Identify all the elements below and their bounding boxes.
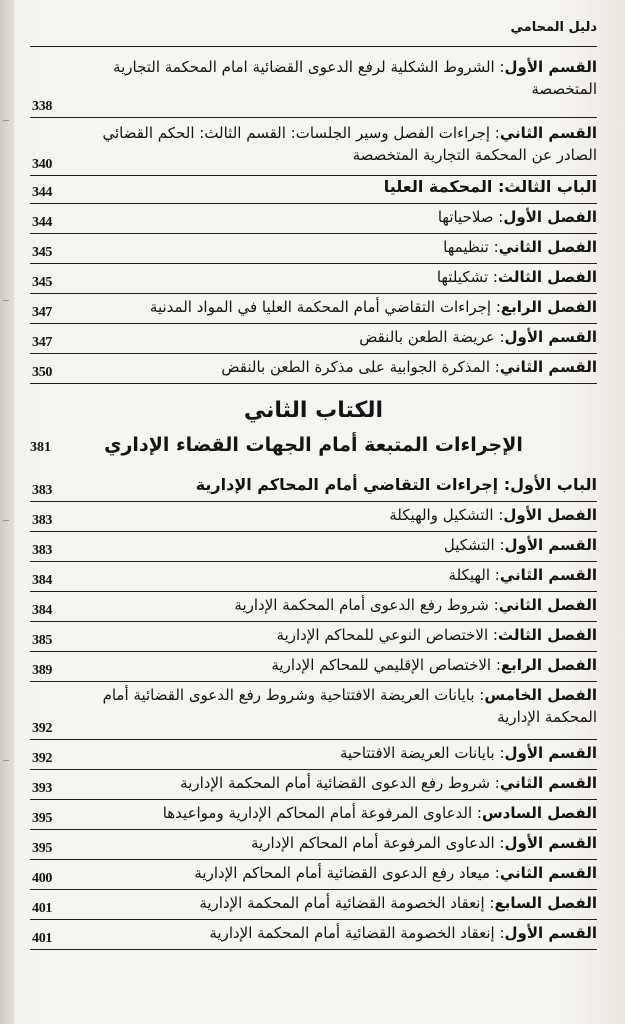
toc-page-number: 392 xyxy=(32,721,53,736)
toc-page-number: 344 xyxy=(32,215,53,230)
toc-entry-title: : إجراءات الفصل وسير الجلسات: القسم الثالث: الحكم القضائي الصادر عن المحكمة التجارية المتخصصة xyxy=(102,124,597,164)
toc-entry-title: : المذكرة الجوابية على مذكرة الطعن بالنقض xyxy=(221,358,500,376)
toc-page-number: 345 xyxy=(32,245,53,260)
toc-entry[interactable] xyxy=(30,176,597,204)
toc-entry-title: : شروط رفع الدعوى القضائية أمام المحكمة الإدارية xyxy=(180,774,500,792)
toc-entry-label: الفصل الرابع xyxy=(500,656,597,674)
toc-page-number: 383 xyxy=(32,513,53,528)
dotted-rule xyxy=(30,919,597,920)
toc-entry-label: الفصل السابع xyxy=(494,894,597,912)
toc-entry[interactable] xyxy=(30,56,597,118)
toc-entry-label: الفصل السادس xyxy=(481,804,597,822)
toc-entry[interactable] xyxy=(30,772,597,800)
dotted-rule xyxy=(30,769,597,770)
toc-entry-label: القسم الأول xyxy=(504,536,597,554)
dotted-rule xyxy=(30,203,597,204)
toc-entry-title: : إنعقاد الخصومة القضائية أمام المحكمة الإدارية xyxy=(199,894,495,912)
toc-page-number: 338 xyxy=(32,99,53,114)
toc-page-number: 381 xyxy=(30,440,51,455)
dotted-rule xyxy=(30,829,597,830)
dotted-rule xyxy=(30,949,597,950)
toc-entry[interactable] xyxy=(30,122,597,176)
toc-entry-title: : شروط رفع الدعوى أمام المحكمة الإدارية xyxy=(234,596,499,614)
toc-page-number: 345 xyxy=(32,275,53,290)
toc-entry-title: : الهيكلة xyxy=(448,566,500,584)
dotted-rule xyxy=(30,117,597,118)
toc-page-number: 395 xyxy=(32,811,53,826)
toc-entry[interactable] xyxy=(30,236,597,264)
toc-page-number: 344 xyxy=(32,185,53,200)
dotted-rule xyxy=(30,353,597,354)
toc-entry-label: الفصل الثالث xyxy=(497,268,597,286)
toc-entry-title: : الاختصاص الإقليمي للمحاكم الإدارية xyxy=(271,656,501,674)
dotted-rule xyxy=(30,889,597,890)
toc-page-number: 384 xyxy=(32,603,53,618)
toc-entry[interactable] xyxy=(30,296,597,324)
toc-page-number: 392 xyxy=(32,751,53,766)
toc-page-number: 400 xyxy=(32,871,53,886)
toc-entry-title: : تنظيمها xyxy=(443,238,499,256)
toc-page-number: 350 xyxy=(32,365,53,380)
toc-page-number: 347 xyxy=(32,305,53,320)
dotted-rule xyxy=(30,263,597,264)
toc-entry-label: الفصل الأول xyxy=(503,208,597,226)
dotted-rule xyxy=(30,591,597,592)
dotted-rule xyxy=(30,799,597,800)
toc-entry-title: : الشروط الشكلية لرفع الدعوى القضائية امام المحكمة التجارية المتخصصة xyxy=(113,58,597,98)
toc-entry[interactable] xyxy=(30,564,597,592)
dotted-rule xyxy=(30,681,597,682)
toc-entry-label: القسم الأول xyxy=(504,328,597,346)
toc-entry[interactable] xyxy=(30,504,597,532)
toc-entry[interactable] xyxy=(30,922,597,950)
toc-entry-title: : تشكيلتها xyxy=(436,268,498,286)
toc-entry-title: : بايانات العريضة الافتتاحية xyxy=(339,744,505,762)
dotted-rule xyxy=(30,323,597,324)
toc-entry-label: الباب الثالث: المحكمة العليا xyxy=(383,177,597,196)
toc-entry-label: القسم الثاني xyxy=(499,566,597,584)
toc-page-number: 384 xyxy=(32,573,53,588)
dotted-rule xyxy=(30,233,597,234)
toc-entry[interactable] xyxy=(30,862,597,890)
toc-page-number: 401 xyxy=(32,931,53,946)
toc-page-number: 401 xyxy=(32,901,53,916)
toc-entry-label: القسم الثاني xyxy=(499,358,597,376)
toc-page-number: 340 xyxy=(32,157,53,172)
toc-entry-label: الفصل الثاني xyxy=(498,596,597,614)
book-section-subtitle[interactable]: الإجراءات المتبعة أمام الجهات القضاء الإداري xyxy=(104,434,523,456)
toc-entry-title: : الاختصاص النوعي للمحاكم الإدارية xyxy=(276,626,498,644)
toc-entry[interactable] xyxy=(30,594,597,622)
toc-entry-label: الفصل الثاني xyxy=(498,238,597,256)
toc-entry-title: : عريضة الطعن بالنقض xyxy=(359,328,505,346)
toc-page-number: 347 xyxy=(32,335,53,350)
toc-entry-title: : التشكيل xyxy=(443,536,505,554)
toc-page-number: 389 xyxy=(32,663,53,678)
dotted-rule xyxy=(30,561,597,562)
toc-entry[interactable] xyxy=(30,326,597,354)
toc-entry-label: الفصل الأول xyxy=(503,506,597,524)
dotted-rule xyxy=(30,651,597,652)
toc-page-number: 385 xyxy=(32,633,53,648)
toc-entry-title: : صلاحياتها xyxy=(437,208,504,226)
toc-entry-label: القسم الثاني xyxy=(499,774,597,792)
toc-entry-label: القسم الأول xyxy=(504,744,597,762)
dotted-rule xyxy=(30,383,597,384)
dotted-rule xyxy=(30,739,597,740)
toc-entry-title: : بايانات العريضة الافتتاحية وشروط رفع الدعوى القضائية أمام المحكمة الإدارية xyxy=(102,686,597,726)
toc-entry-label: الفصل الرابع xyxy=(500,298,597,316)
toc-entry[interactable] xyxy=(30,534,597,562)
toc-entry-label: القسم الثاني xyxy=(499,864,597,882)
toc-entry[interactable] xyxy=(30,206,597,234)
toc-entry-label: الفصل الثالث xyxy=(497,626,597,644)
toc-entry-title: : الدعاوى المرفوعة أمام المحاكم الإدارية ومواعيدها xyxy=(162,804,482,822)
dotted-rule xyxy=(30,501,597,502)
toc-page-number: 383 xyxy=(32,543,53,558)
toc-entry[interactable] xyxy=(30,832,597,860)
toc-entry[interactable] xyxy=(30,356,597,384)
dotted-rule xyxy=(30,859,597,860)
running-head: دليل المحامي xyxy=(510,20,597,35)
toc-entry-label: القسم الأول xyxy=(504,834,597,852)
toc-entry[interactable] xyxy=(30,266,597,294)
toc-entry-label: الباب الأول xyxy=(510,475,597,494)
toc-page-number: 393 xyxy=(32,781,53,796)
toc-entry[interactable] xyxy=(30,742,597,770)
toc-entry-title: : الدعاوى المرفوعة أمام المحاكم الإدارية xyxy=(251,834,505,852)
toc-entry-label: القسم الأول xyxy=(504,924,597,942)
toc-entry-title: : إجراءات التقاضي أمام المحكمة العليا في المواد المدنية xyxy=(149,298,501,316)
toc-entry[interactable] xyxy=(30,624,597,652)
toc-entry[interactable] xyxy=(30,892,597,920)
toc-entry-label: القسم الثاني xyxy=(499,124,597,142)
toc-entry-title: : إجراءات التقاضي أمام المحاكم الإدارية xyxy=(195,475,511,494)
toc-entry[interactable] xyxy=(30,654,597,682)
toc-entry-label: القسم الأول xyxy=(504,58,597,76)
toc-entry[interactable] xyxy=(30,474,597,502)
toc-page-number: 383 xyxy=(32,483,53,498)
dotted-rule xyxy=(30,531,597,532)
toc-entry-label: الفصل الخامس xyxy=(484,686,597,704)
toc-page-number: 395 xyxy=(32,841,53,856)
dotted-rule xyxy=(30,621,597,622)
dotted-rule xyxy=(30,293,597,294)
toc-entry-title: : إنعقاد الخصومة القضائية أمام المحكمة الإدارية xyxy=(209,924,505,942)
toc-entry[interactable] xyxy=(30,802,597,830)
toc-entry-title: : التشكيل والهيكلة xyxy=(389,506,504,524)
toc-entry[interactable] xyxy=(30,684,597,740)
book-section-title: الكتاب الثاني xyxy=(243,398,384,423)
toc-entry-title: : ميعاد رفع الدعوى القضائية أمام المحاكم الإدارية xyxy=(194,864,500,882)
